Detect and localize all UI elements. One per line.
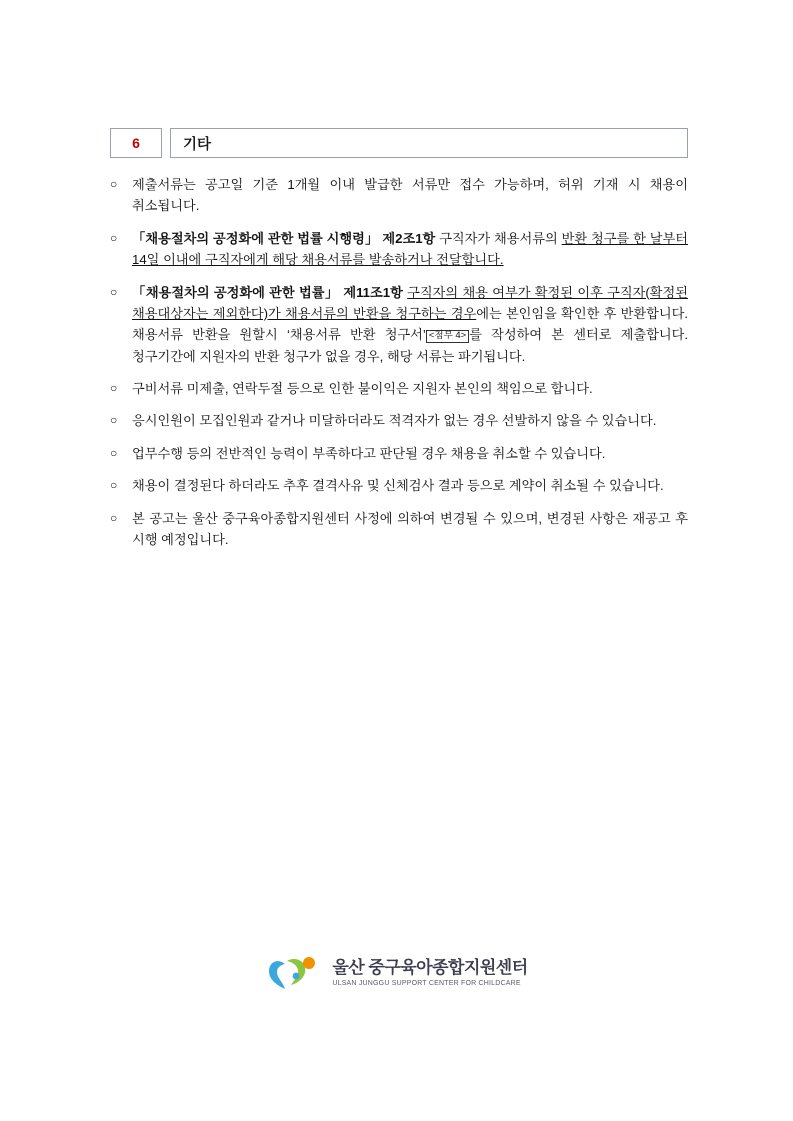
list-item [110,475,688,496]
list-item [110,228,688,271]
document-content [110,128,688,561]
text-run: 구직자가 채용서류의 [439,230,562,246]
list-item-marker: ○ [110,381,118,395]
list-item [110,410,688,431]
list-item [110,378,688,399]
list-item-text [132,285,688,364]
organization-logo [265,952,527,994]
list-item-marker: ○ [110,177,118,191]
section-number: 6 [110,128,162,158]
list-item-text [132,446,605,461]
text-run: 를 작성하여 본 센터로 제출합니다. 청구기간에 지원자의 반환 청구가 없을 경우, 해당 서류는 파기됩니다. [132,327,688,364]
list-item-text [132,231,688,267]
list-item [110,443,688,464]
list-item-marker: ○ [110,478,118,493]
list-item-marker: ○ [110,510,118,525]
text-run: 구직자의 채용 여부가 확정된 이후 구직자(확정된 채용대상자는 제외한다)가 채용서류의 반환을 청구하는 경우 [132,284,688,321]
list-item-marker: ○ [110,445,118,460]
list-item-text [132,381,593,396]
list-item-marker: ○ [110,230,118,245]
list-item-text [132,511,688,547]
logo-text [332,959,527,987]
text-run: 본 공고는 울산 중구육아종합지원센터 사정에 의하여 변경될 수 있으며, 변경된 사항은 재공고 후 시행 예정입니다. [132,510,688,547]
list-item-text [132,413,656,428]
text-run: 채용이 결정된다 하더라도 추후 결격사유 및 신체검사 결과 등으로 계약이 취소될 수 있습니다. [132,478,664,494]
logo-english-name: ULSAN JUNGGU SUPPORT CENTER FOR CHILDCARE [332,979,521,987]
list-item [110,508,688,551]
text-run: 제출서류는 공고일 기준 1개월 이내 발급한 서류만 접수 가능하며, 허위 기재 시 채용이 취소됩니다. [132,177,688,214]
text-run: 「채용절차의 공정화에 관한 법률 시행령」 제2조1항 [132,230,440,246]
logo-mark-icon [265,952,323,994]
text-run: 에는 본인임을 확인한 후 반환합니다. 채용서류 반환을 원할시 ‘채용서류 반환 청구서’ [132,305,689,343]
section-title: 기타 [170,128,688,158]
logo-korean-name: 울산 중구육아종합지원센터 [332,957,528,977]
footer [0,952,793,994]
text-run: 응시인원이 모집인원과 같거나 미달하더라도 적격자가 없는 경우 선발하지 않을 수 있습니다. [132,413,657,429]
text-run: 구비서류 미제출, 연락두절 등으로 인한 불이익은 지원자 본인의 책임으로 합니다. [132,381,593,396]
notice-list [110,174,688,550]
list-item-marker: ○ [110,413,118,428]
text-run: 「채용절차의 공정화에 관한 법률」 제11조1항 [132,284,408,300]
text-run: <첨부 4> [426,330,469,343]
text-run: 업무수행 등의 전반적인 능력이 부족하다고 판단될 경우 채용을 취소할 수 있습니다. [132,445,606,461]
text-run: 반환 청구를 한 날부터 14일 이내에 구직자에게 해당 채용서류를 발송하거나 전달합니다. [132,230,688,268]
list-item-marker: ○ [110,284,118,299]
list-item-text [132,177,688,213]
list-item-text [132,478,664,493]
list-item [110,174,688,217]
list-item [110,282,688,368]
section-header [110,128,688,158]
